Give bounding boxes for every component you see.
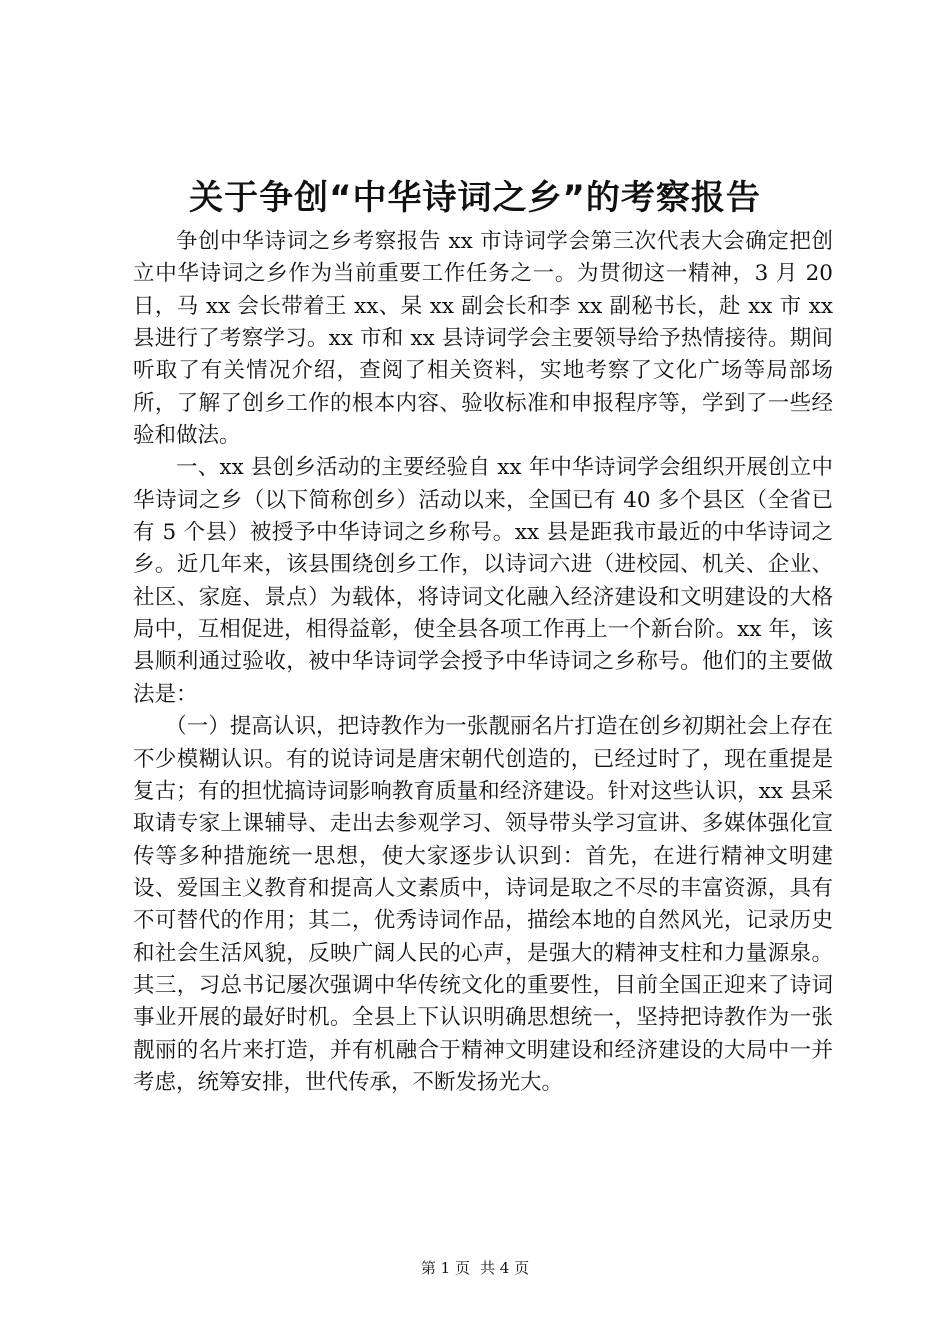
paragraph-intro: 争创中华诗词之乡考察报告 xx 市诗词学会第三次代表大会确定把创立中华诗词之乡作为当前重要工作任务之一。为贯彻这一精神，3 月 20 日，马 xx 会长带着王 xx、杲 xx 副会长和李 xx 副秘书长，赴 xx 市 xx 县进行了考察学习。xx 市和 xx 县诗词学会主要领导给予热情接待。期间听取了有关情况介绍，查阅了相关资料，实地考察了文化广场等局部场所，了解了创乡工作的根本内容、验收标准和申报程序等，学到了一些经验和做法。 bbox=[133, 229, 833, 449]
paragraph-subsection-one: （一）提高认识，把诗教作为一张靓丽名片打造在创乡初期社会上存在不少模糊认识。有的说诗词是唐宋朝代创造的，已经过时了，现在重提是复古；有的担忧搞诗词影响教育质量和经济建设。针对这些认识，xx 县采取请专家上课辅导、走出去参观学习、领导带头学习宣讲、多媒体强化宣传等多种措施统一思想，使大家逐步认识到：首先，在进行精神文明建设、爱国主义教育和提高人文素质中，诗词是取之不尽的丰富资源，具有不可替代的作用；其二，优秀诗词作品，描绘本地的自然风光，记录历史和社会生活风貌，反映广阔人民的心声，是强大的精神支柱和力量源泉。其三，习总书记屡次强调中华传统文化的重要性，目前全国正迎来了诗词事业开展的最好时机。全县上下认识明确思想统一，坚持把诗教作为一张靓丽的名片来打造，并有机融合于精神文明建设和经济建设的大局中一并考虑，统筹安排，世代传承，不断发扬光大。 bbox=[133, 714, 833, 1095]
paragraph-section-one: 一、xx 县创乡活动的主要经验自 xx 年中华诗词学会组织开展创立中华诗词之乡（以下简称创乡）活动以来，全国已有 40 多个县区（全省已有 5 个县）被授予中华诗词之乡称号。xx 县是距我市最近的中华诗词之乡。近几年来，该县围绕创乡工作，以诗词六进（进校园、机关、企业、社区、家庭、景点）为载体，将诗词文化融入经济建设和文明建设的大格局中，互相促进，相得益彰，使全县各项工作再上一个新台阶。xx 年，该县顺利通过验收，被中华诗词学会授予中华诗词之乡称号。他们的主要做法是： bbox=[133, 455, 833, 707]
page-number: 第 1 页 bbox=[420, 1259, 470, 1277]
page-total: 共 4 页 bbox=[480, 1259, 530, 1277]
document-title: 关于争创“中华诗词之乡”的考察报告 bbox=[189, 178, 761, 218]
page-footer bbox=[0, 1258, 950, 1278]
document-body bbox=[133, 226, 833, 1099]
